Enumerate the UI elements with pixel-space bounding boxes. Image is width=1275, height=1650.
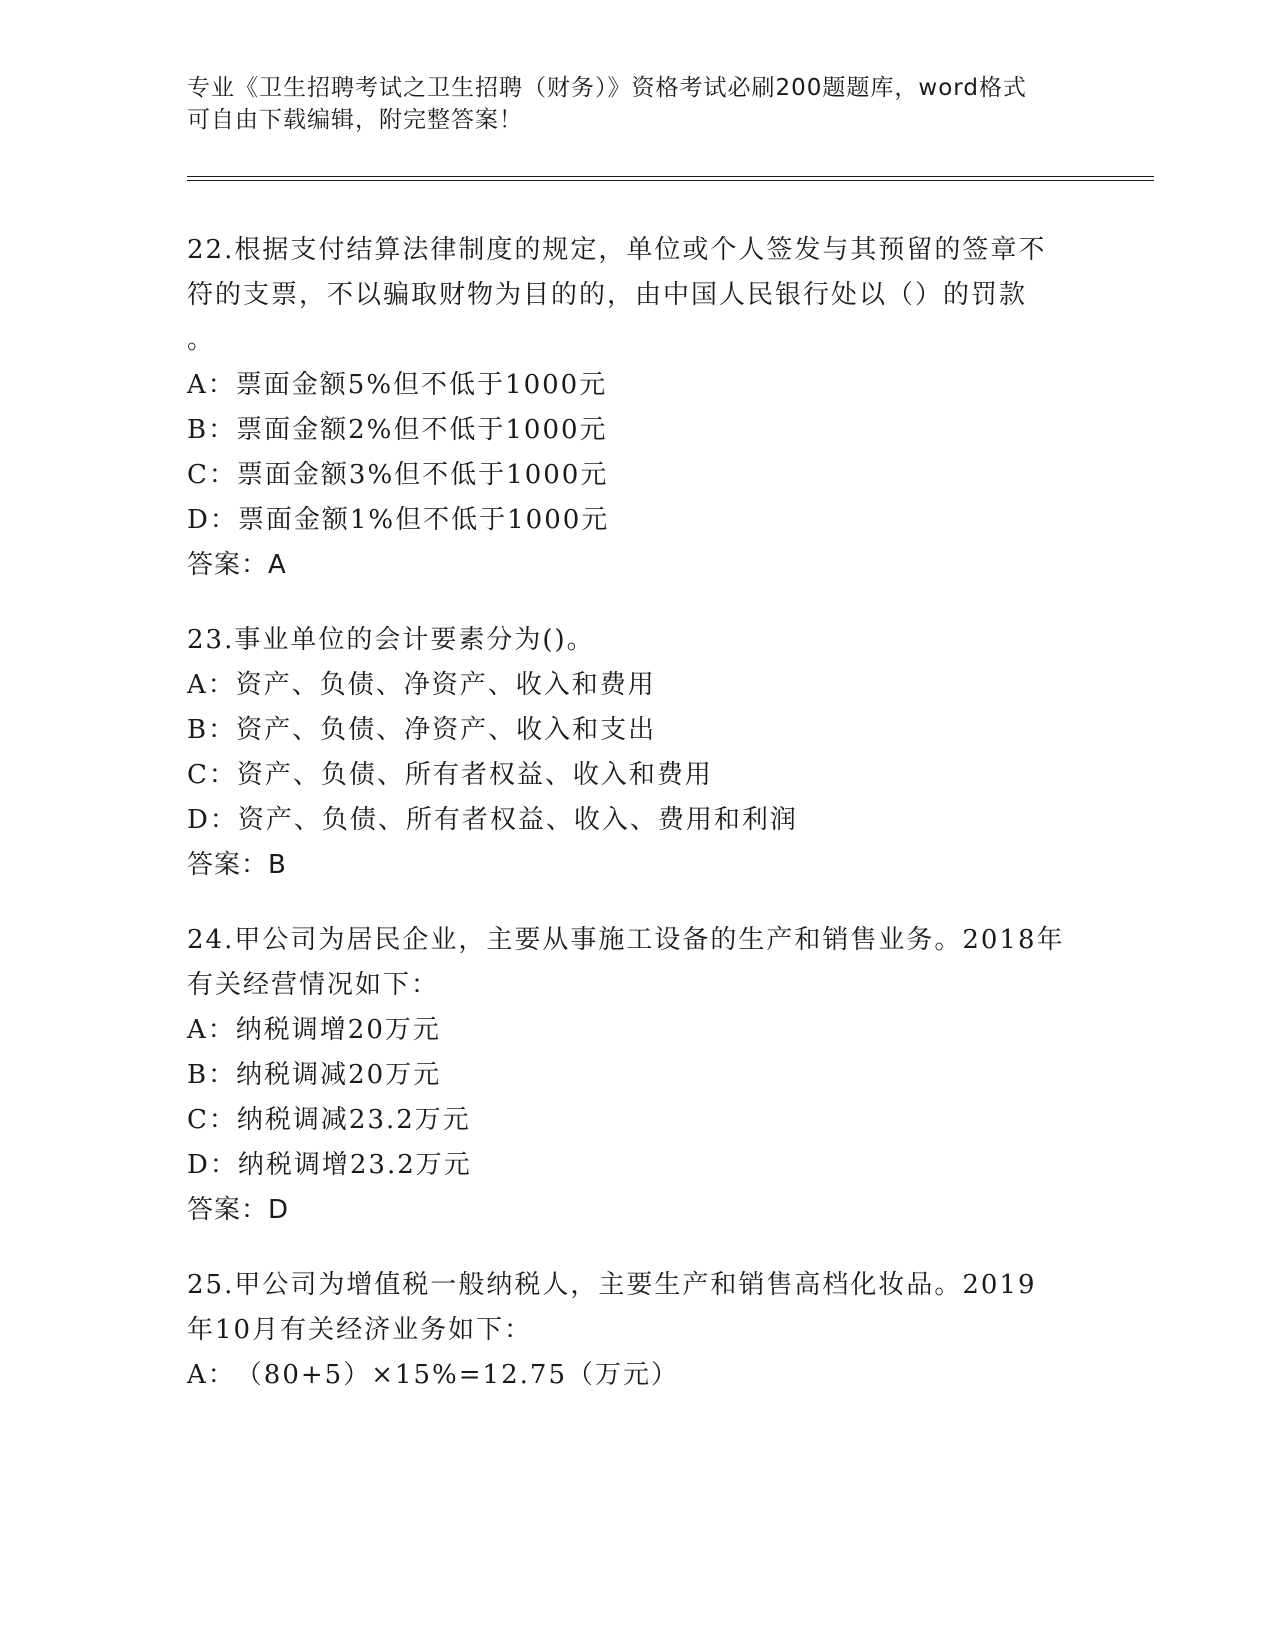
option-key: B：: [187, 415, 237, 445]
option-a: [187, 1353, 1087, 1398]
question-list: [187, 228, 1087, 1428]
option-text: 票面金额5%但不低于1000元: [235, 370, 608, 400]
option-text: 资产、负债、所有者权益、收入和费用: [236, 760, 713, 790]
option-key: A：: [187, 670, 236, 700]
question-stem: 有关经营情况如下：: [187, 970, 440, 1000]
option-c: [187, 453, 1087, 498]
option-key: A：: [187, 1360, 236, 1390]
option-key: C：: [187, 760, 237, 790]
option-text: 纳税调减20万元: [236, 1060, 442, 1090]
option-text: 资产、负债、净资产、收入和支出: [236, 715, 657, 745]
option-text: 票面金额2%但不低于1000元: [236, 415, 608, 445]
option-text: 资产、负债、所有者权益、收入、费用和利润: [237, 805, 798, 835]
answer-line: 答案：A: [187, 550, 287, 580]
option-b: [187, 408, 1087, 453]
option-d: [187, 498, 1087, 543]
question-25: [187, 1263, 1087, 1398]
question-stem: 24.甲公司为居民企业，主要从事施工设备的生产和销售业务。2018年: [187, 925, 1065, 955]
option-text: 资产、负债、净资产、收入和费用: [235, 670, 656, 700]
option-key: D：: [187, 805, 238, 835]
answer-line: 答案：D: [187, 1195, 290, 1225]
question-stem: 。: [187, 325, 216, 355]
question-stem: 符的支票，不以骗取财物为目的的，由中国人民银行处以（）的罚款: [187, 280, 1028, 310]
answer-line: 答案：B: [187, 850, 287, 880]
option-text: 纳税调减23.2万元: [236, 1105, 471, 1135]
option-key: D：: [187, 505, 238, 535]
option-b: [187, 708, 1087, 753]
option-text: 纳税调增20万元: [235, 1015, 441, 1045]
question-stem: 25.甲公司为增值税一般纳税人，主要生产和销售高档化妆品。2019: [187, 1270, 1037, 1300]
option-key: C：: [187, 460, 237, 490]
option-a: [187, 663, 1087, 708]
option-key: D：: [187, 1150, 238, 1180]
option-a: [187, 1008, 1087, 1053]
option-text: （80+5）×15%=12.75（万元）: [235, 1360, 679, 1390]
option-c: [187, 1098, 1087, 1143]
question-stem: 23.事业单位的会计要素分为()。: [187, 625, 595, 655]
document-header: [187, 72, 1087, 136]
option-a: [187, 363, 1087, 408]
question-23: [187, 618, 1087, 888]
question-stem: 年10月有关经济业务如下：: [187, 1315, 533, 1345]
option-text: 纳税调增23.2万元: [237, 1150, 472, 1180]
header-line-2: 可自由下载编辑，附完整答案！: [187, 107, 523, 133]
option-key: A：: [187, 1015, 236, 1045]
question-22: [187, 228, 1087, 588]
option-key: B：: [187, 715, 237, 745]
question-24: [187, 918, 1087, 1233]
option-key: A：: [187, 370, 236, 400]
option-c: [187, 753, 1087, 798]
option-key: C：: [187, 1105, 237, 1135]
header-line-1: 专业《卫生招聘考试之卫生招聘（财务）》资格考试必刷200题题库，word格式: [187, 75, 1027, 101]
option-b: [187, 1053, 1087, 1098]
question-stem: 22.根据支付结算法律制度的规定，单位或个人签发与其预留的签章不: [187, 235, 1047, 265]
option-text: 票面金额3%但不低于1000元: [236, 460, 609, 490]
option-text: 票面金额1%但不低于1000元: [237, 505, 610, 535]
header-divider: [187, 176, 1154, 181]
option-d: [187, 798, 1087, 843]
option-d: [187, 1143, 1087, 1188]
option-key: B：: [187, 1060, 237, 1090]
